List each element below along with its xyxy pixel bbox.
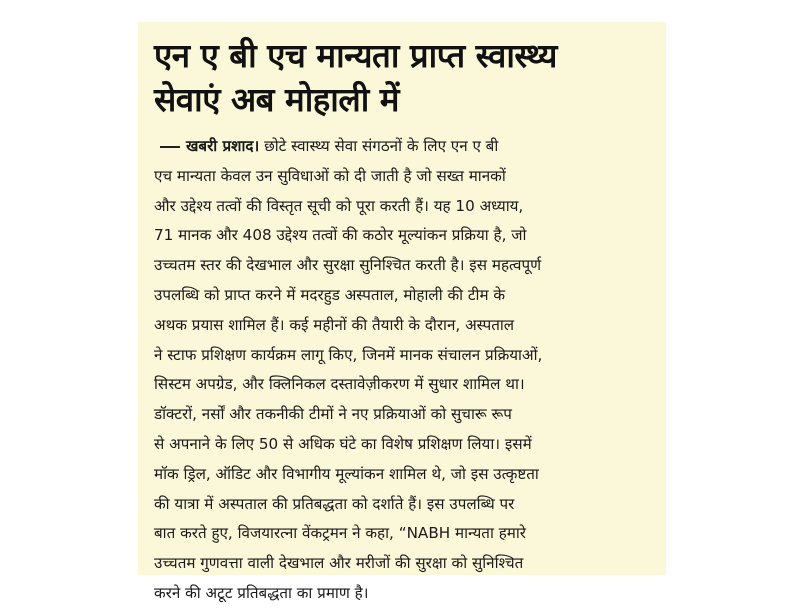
byline xyxy=(188,137,259,155)
article-line: 71 मानक और 408 उद्देश्य तत्वों की कठोर मूल्यांकन प्रक्रिया है, जो xyxy=(154,226,527,245)
article-line-first xyxy=(154,132,652,162)
lead-dash xyxy=(160,146,180,148)
article-line: करने की अटूट प्रतिबद्धता का प्रमाण है। xyxy=(154,583,369,602)
article-line: ने स्टाफ प्रशिक्षण कार्यक्रम लागू किए, जिनमें मानक संचालन प्रक्रियाओं, xyxy=(154,345,543,364)
article-line: उच्चतम गुणवत्ता वाली देखभाल और मरीजों की सुरक्षा को सुनिश्चित xyxy=(154,554,524,573)
article-line: से अपनाने के लिए 50 से अधिक घंटे का विशेष प्रशिक्षण लिया। इसमें xyxy=(154,434,532,453)
article-line: सिस्टम अपग्रेड, और क्लिनिकल दस्तावेज़ीकरण में सुधार शामिल था। xyxy=(154,375,525,394)
newspaper-clipping xyxy=(138,22,666,602)
headline-line-2: सेवाएं अब मोहाली में xyxy=(154,80,399,119)
headline-line-1: एन ए बी एच मान्यता प्राप्त स्वास्थ्य xyxy=(154,36,557,75)
article-line: डॉक्टरों, नर्सों और तकनीकी टीमों ने नए प्रक्रियाओं को सुचारू रूप xyxy=(154,405,512,424)
article-line: एच मान्यता केवल उन सुविधाओं को दी जाती है जो सख्त मानकों xyxy=(154,166,506,185)
article-body xyxy=(154,132,652,609)
article-line: छोटे स्वास्थ्य सेवा संगठनों के लिए एन ए बी xyxy=(259,137,499,155)
byline-text: खबरी प्रशाद। xyxy=(186,137,260,155)
article-line: अथक प्रयास शामिल हैं। कई महीनों की तैयारी के दौरान, अस्पताल xyxy=(154,315,515,334)
article-line: उपलब्धि को प्राप्त करने में मदरहुड अस्पताल, मोहाली की टीम के xyxy=(154,285,506,304)
article-line: और उद्देश्य तत्वों की विस्तृत सूची को पूरा करती हैं। यह 10 अध्याय, xyxy=(154,196,524,215)
article-line: मॉक ड्रिल, ऑडिट और विभागीय मूल्यांकन शामिल थे, जो इस उत्कृष्टता xyxy=(154,464,539,483)
article-line: उच्चतम स्तर की देखभाल और सुरक्षा सुनिश्चित करती है। इस महत्वपूर्ण xyxy=(154,256,542,275)
headline xyxy=(154,34,652,122)
article-line: की यात्रा में अस्पताल की प्रतिबद्धता को दर्शाते हैं। इस उपलब्धि पर xyxy=(154,494,515,513)
article-line: बात करते हुए, विजयारत्ना वेंकट्रमन ने कहा, “NABH मान्यता हमारे xyxy=(154,524,526,543)
